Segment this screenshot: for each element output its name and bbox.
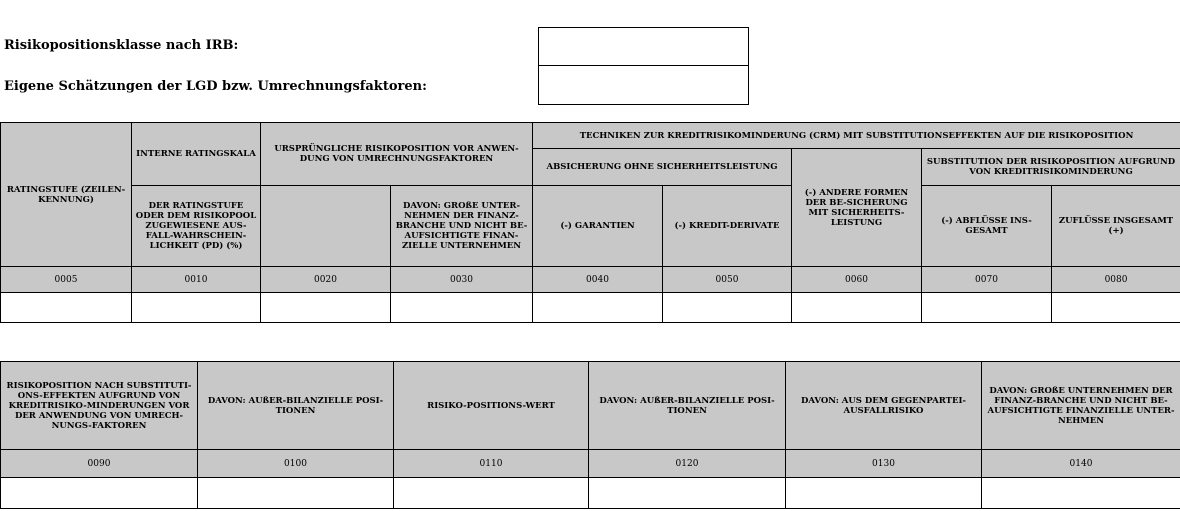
column-code: 0070 (922, 267, 1052, 293)
data-cell[interactable] (1, 293, 132, 323)
header-davon-grosse-unternehmen: DAVON: GROßE UNTER-NEHMEN DER FINANZ-BRANCHE UND NICHT BE-AUFSICHTIGTE FINAN-ZIELLE UNTERNEHMEN (391, 186, 533, 267)
header-blank (261, 186, 391, 267)
column-code: 0130 (786, 450, 982, 478)
header-risiko-positions-wert: RISIKO-POSITIONS-WERT (394, 362, 589, 450)
field-label-risikopositionsklasse: Risikopositionsklasse nach IRB: (4, 38, 239, 53)
header-zufluesse: ZUFLÜSSE INSGESAMT (+) (1052, 186, 1180, 267)
data-cell[interactable] (982, 478, 1180, 509)
column-code: 0080 (1052, 267, 1180, 293)
header-gegenpartei: DAVON: AUS DEM GEGENPARTEI-AUSFALLRISIKO (786, 362, 982, 450)
header-grosse-finanz: DAVON: GROßE UNTERNEHMEN DER FINANZ-BRANCHE UND NICHT BE-AUFSICHTIGTE FINANZIELLE UNTER-NEHMEN (982, 362, 1180, 450)
crm-table (0, 122, 1180, 323)
header-kredit-derivate: (-) KREDIT-DERIVATE (663, 186, 792, 267)
column-code: 0030 (391, 267, 533, 293)
header-crm-techniken: TECHNIKEN ZUR KREDITRISIKOMINDERUNG (CRM) MIT SUBSTITUTIONSEFFEKTEN AUF DIE RISIKOPOSITION (533, 123, 1180, 149)
column-code: 0100 (198, 450, 394, 478)
column-code: 0040 (533, 267, 663, 293)
header-ausserbilanzielle-2: DAVON: AUßER-BILANZIELLE POSI-TIONEN (589, 362, 786, 450)
column-code: 0120 (589, 450, 786, 478)
header-interne-ratingskala: INTERNE RATINGSKALA (132, 123, 261, 186)
header-ausserbilanzielle-1: DAVON: AUßER-BILANZIELLE POSI-TIONEN (198, 362, 394, 450)
data-cell[interactable] (132, 293, 261, 323)
column-code: 0010 (132, 267, 261, 293)
header-ratingstufe: RATINGSTUFE (ZEILEN-KENNUNG) (1, 123, 132, 267)
header-nach-substitution: RISIKOPOSITION NACH SUBSTITUTI-ONS-EFFEKTEN AUFGRUND VON KREDITRISIKO-MINDERUNGEN VOR DER ANWENDUNG VON UMRECH-NUNGS-FAKTOREN (1, 362, 198, 450)
header-abfluesse: (-) ABFLÜSSE INS-GESAMT (922, 186, 1052, 267)
data-cell[interactable] (786, 478, 982, 509)
risikopositionsklasse-input[interactable] (538, 27, 749, 66)
column-code: 0005 (1, 267, 132, 293)
header-pd: DER RATINGSTUFE ODER DEM RISIKOPOOL ZUGEWIESENE AUS-FALL-WAHRSCHEIN-LICHKEIT (PD) (%) (132, 186, 261, 267)
data-cell[interactable] (589, 478, 786, 509)
header-andere-formen: (-) ANDERE FORMEN DER BE-SICHERUNG MIT SICHERHEITS-LEISTUNG (792, 149, 922, 267)
header-garantien: (-) GARANTIEN (533, 186, 663, 267)
field-label-lgd: Eigene Schätzungen der LGD bzw. Umrechnungsfaktoren: (4, 79, 427, 94)
data-cell[interactable] (792, 293, 922, 323)
column-code: 0050 (663, 267, 792, 293)
data-cell[interactable] (1, 478, 198, 509)
data-cell[interactable] (663, 293, 792, 323)
column-code: 0090 (1, 450, 198, 478)
header-urspruengliche-risikoposition: URSPRÜNGLICHE RISIKOPOSITION VOR ANWEN-DUNG VON UMRECHNUNGSFAKTOREN (261, 123, 533, 186)
data-cell[interactable] (1052, 293, 1180, 323)
data-cell[interactable] (198, 478, 394, 509)
data-cell[interactable] (261, 293, 391, 323)
lgd-input[interactable] (538, 65, 749, 105)
risikoposition-table (0, 361, 1180, 509)
data-cell[interactable] (533, 293, 663, 323)
data-cell[interactable] (394, 478, 589, 509)
data-cell[interactable] (391, 293, 533, 323)
header-substitution: SUBSTITUTION DER RISIKOPOSITION AUFGRUND VON KREDITRISIKOMINDERUNG (922, 149, 1180, 186)
column-code: 0140 (982, 450, 1180, 478)
column-code: 0020 (261, 267, 391, 293)
column-code: 0060 (792, 267, 922, 293)
data-cell[interactable] (922, 293, 1052, 323)
column-code: 0110 (394, 450, 589, 478)
header-absicherung: ABSICHERUNG OHNE SICHERHEITSLEISTUNG (533, 149, 792, 186)
